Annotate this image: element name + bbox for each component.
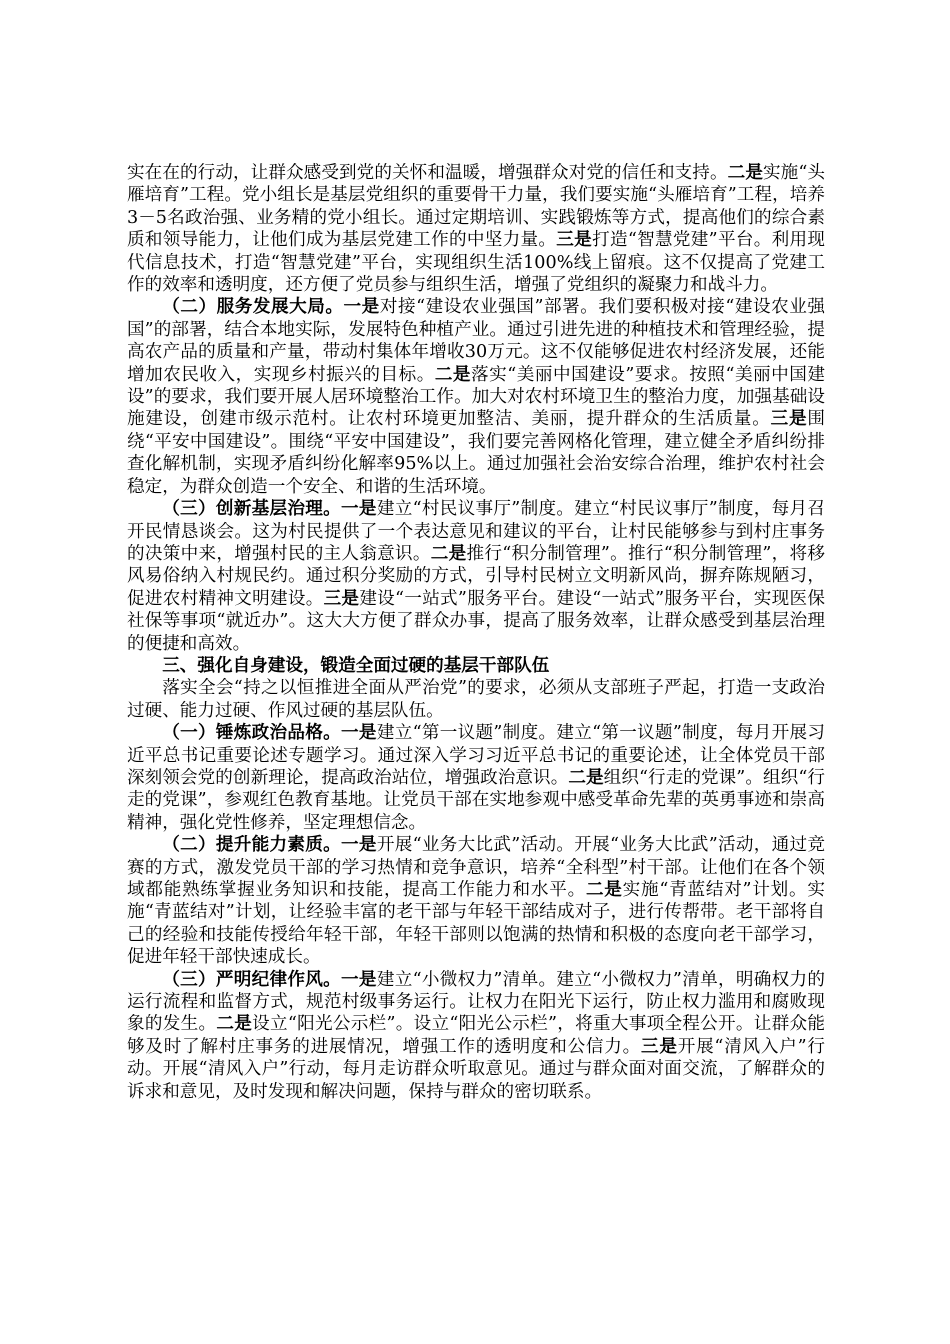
list-marker-bold: 二是 [430, 542, 467, 564]
paragraph-discipline-style [127, 969, 825, 1103]
text-run: 打造“智慧党建”平台。利用现代信息技术，打造“智慧党建”平台，实现组织生活100%线上留痕。这不仅提高了党建工作的效率和透明度，还方便了党员参与组织生活，增强了党组织的凝聚力和战斗力。 [127, 230, 825, 296]
text-run: 落实全会“持之以恒推进全面从严治党”的要求，必须从支部班子严起，打造一支政治过硬、能力过硬、作风过硬的基层队伍。 [127, 678, 825, 721]
list-marker-bold: 二是 [216, 1013, 253, 1035]
list-marker-bold: 一是 [341, 498, 377, 520]
text-run: 实施“青蓝结对”计划。实施“青蓝结对”计划，让经验丰富的老干部与年轻干部结成对子，进行传帮带。老干部将自己的经验和技能传授给年轻干部，年轻干部则以饱满的热情和积极的态度向老干部学习，促进年轻干部快速成长。 [127, 880, 825, 968]
text-run: 设立“阳光公示栏”。设立“阳光公示栏”，将重大事项全程公开。让群众能够及时了解村庄事务的进展情况，增强工作的透明度和公信力。 [127, 1014, 825, 1057]
text-run: 组织“行走的党课”。组织“行走的党课”，参观红色教育基地。让党员干部在实地参观中感受革命先辈的英勇事迹和崇高精神，强化党性修养，坚定理想信念。 [127, 767, 825, 833]
list-marker-bold: 三是 [770, 408, 808, 430]
list-marker-bold: 三是 [323, 587, 360, 609]
subsection-title: （一）锤炼政治品格。 [162, 722, 342, 744]
paragraph-ability-quality [127, 834, 825, 968]
paragraph-continuation [127, 162, 825, 296]
subsection-title: （三）严明纪律作风。 [162, 968, 342, 990]
paragraph-political-character [127, 722, 825, 834]
text-run: 实在在的行动，让群众感受到党的关怀和温暖，增强群众对党的信任和支持。 [127, 163, 728, 183]
subsection-title: （二）提升能力素质。 [162, 834, 342, 856]
list-marker-bold: 一是 [341, 834, 377, 856]
list-marker-bold: 一是 [341, 722, 377, 744]
list-marker-bold: 一是 [343, 296, 380, 318]
text-run: 开展“清风入户”行动。开展“清风入户”行动，每月走访群众听取意见。通过与群众面对面交流，了解群众的诉求和意见，及时发现和解决问题，保持与群众的密切联系。 [127, 1036, 825, 1102]
text-run: 实施“头雁培育”工程。党小组长是基层党组织的重要骨干力量，我们要实施“头雁培育”工程，培养3－5名政治强、业务精的党小组长。通过定期培训、实践锻炼等方式，提高他们的综合素质和领导能力，让他们成为基层党建工作的中坚力量。 [127, 163, 825, 251]
list-marker-bold: 三是 [641, 1035, 678, 1057]
list-marker-bold: 二是 [568, 766, 604, 788]
paragraph-grassroots-governance [127, 498, 825, 655]
text-run: 围绕“平安中国建设”。围绕“平安中国建设”，我们要完善网格化管理，建立健全矛盾纠纷排查化解机制，实现矛盾纠纷化解率95%以上。通过加强社会治安综合治理，维护农村社会稳定，为群众创造一个安全、和谐的生活环境。 [127, 409, 825, 497]
text-run: 开展“业务大比武”活动。开展“业务大比武”活动，通过竞赛的方式，激发党员干部的学习热情和竞争意识，培养“全科型”村干部。让他们在各个领域都能熟练掌握业务知识和技能，提高工作能力和水平。 [127, 835, 825, 900]
text-run: 落实“美丽中国建设”要求。按照“美丽中国建设”的要求，我们要开展人居环境整治工作。加大对农村环境卫生的整治力度，加强基础设施建设，创建市级示范村。让农村环境更加整洁、美丽，提升群众的生活质量。 [127, 364, 825, 430]
text-run: 建立“村民议事厅”制度。建立“村民议事厅”制度，每月召开民情恳谈会。这为村民提供了一个表达意见和建议的平台，让村民能够参与到村庄事务的决策中来，增强村民的主人翁意识。 [127, 499, 825, 564]
text-run: 建立“小微权力”清单。建立“小微权力”清单，明确权力的运行流程和监督方式，规范村级事务运行。让权力在阳光下运行，防止权力滥用和腐败现象的发生。 [127, 969, 825, 1035]
text-run: 建设“一站式”服务平台。建设“一站式”服务平台，实现医保社保等事项“就近办”。这大大方便了群众办事，提高了服务效率，让群众感受到基层治理的便捷和高效。 [127, 588, 825, 654]
paragraph-serve-development [127, 296, 825, 498]
section-heading-text: 三、强化自身建设，锻造全面过硬的基层干部队伍 [162, 654, 550, 676]
subsection-title: （三）创新基层治理。 [162, 498, 342, 520]
paragraph-section-intro [127, 677, 825, 722]
list-marker-bold: 二是 [585, 879, 623, 900]
text-run: 对接“建设农业强国”部署。我们要积极对接“建设农业强国”的部署，结合本地实际，发展特色种植产业。通过引进先进的种植技术和管理经验，提高农产品的质量和产量，带动村集体年增收30万元。这不仅能够促进农村经济发展，还能增加农民收入，实现乡村振兴的目标。 [127, 297, 825, 385]
subsection-title: （二）服务发展大局。 [162, 296, 344, 318]
document-page [127, 162, 825, 1103]
list-marker-bold: 一是 [341, 968, 377, 990]
list-marker-bold: 二是 [727, 162, 763, 183]
section-heading [127, 655, 825, 677]
text-run: 推行“积分制管理”。推行“积分制管理”，将移风易俗纳入村规民约。通过积分奖励的方式，引导村民树立文明新风尚，摒弃陈规陋习，促进农村精神文明建设。 [127, 543, 825, 609]
list-marker-bold: 三是 [556, 229, 593, 251]
text-run: 建立“第一议题”制度。建立“第一议题”制度，每月开展习近平总书记重要论述专题学习。通过深入学习习近平总书记的重要论述，让全体党员干部深刻领会党的创新理论，提高政治站位，增强政治意识。 [127, 723, 825, 788]
list-marker-bold: 二是 [434, 363, 472, 385]
